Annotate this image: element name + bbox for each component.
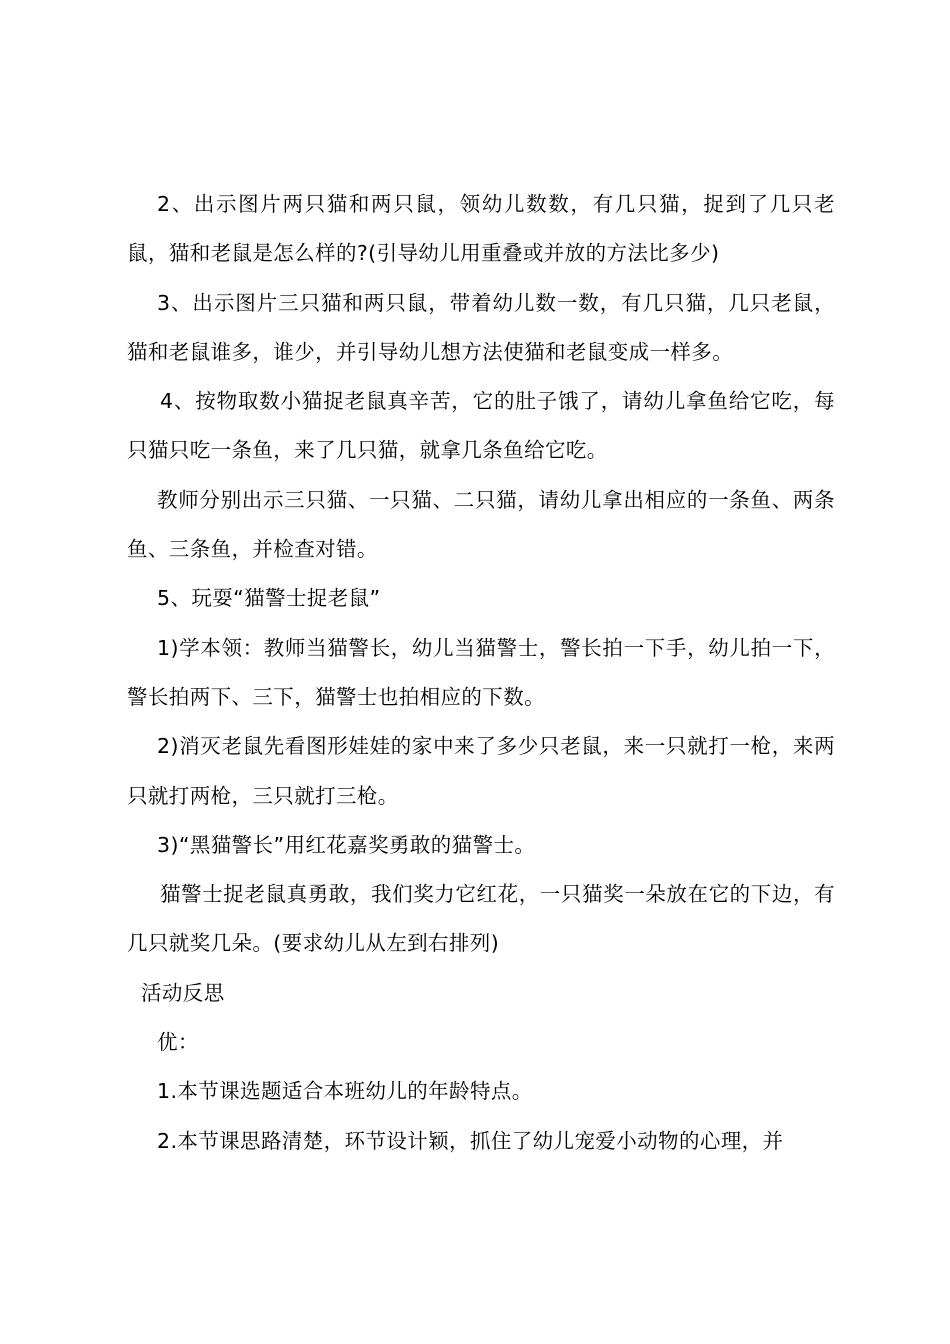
paragraph-step-2: 2、出示图片两只猫和两只鼠，领幼儿数数，有几只猫，捉到了几只老鼠，猫和老鼠是怎么样的?(引导幼儿用重叠或并放的方法比多少) [127, 192, 835, 266]
subheading-strengths: 优： [157, 1030, 199, 1055]
paragraph-substep-1: 1)学本领：教师当猫警长，幼儿当猫警士，警长拍一下手，幼儿拍一下，警长拍两下、三下，猫警士也拍相应的下数。 [127, 635, 835, 709]
paragraph-step-5: 5、玩耍“猫警士捉老鼠” [157, 586, 381, 611]
section-heading-reflection: 活动反思 [141, 980, 225, 1005]
paragraph-strength-1: 1.本节课选题适合本班幼儿的年龄特点。 [157, 1079, 533, 1104]
document-body [127, 180, 835, 1166]
paragraph-strength-2: 2.本节课思路清楚，环节设计颖，抓住了幼儿宠爱小动物的心理，并 [157, 1128, 784, 1153]
paragraph-step-4: 4、按物取数小猫捉老鼠真辛苦，它的肚子饿了，请幼儿拿鱼给它吃，每只猫只吃一条鱼，来了几只猫，就拿几条鱼给它吃。 [127, 389, 835, 463]
paragraph-substep-3: 3)“黑猫警长”用红花嘉奖勇敢的猫警士。 [157, 832, 536, 857]
paragraph-reward: 猫警士捉老鼠真勇敢，我们奖力它红花，一只猫奖一朵放在它的下边，有几只就奖几朵。(要求幼儿从左到右排列) [127, 882, 835, 956]
paragraph-step-3: 3、出示图片三只猫和两只鼠，带着幼儿数一数，有几只猫，几只老鼠，猫和老鼠谁多，谁少，并引导幼儿想方法使猫和老鼠变成一样多。 [127, 290, 835, 364]
paragraph-substep-2: 2)消灭老鼠先看图形娃娃的家中来了多少只老鼠，来一只就打一枪，来两只就打两枪，三只就打三枪。 [127, 734, 835, 808]
paragraph-teacher-shows: 教师分别出示三只猫、一只猫、二只猫，请幼儿拿出相应的一条鱼、两条鱼、三条鱼，并检查对错。 [127, 487, 835, 562]
